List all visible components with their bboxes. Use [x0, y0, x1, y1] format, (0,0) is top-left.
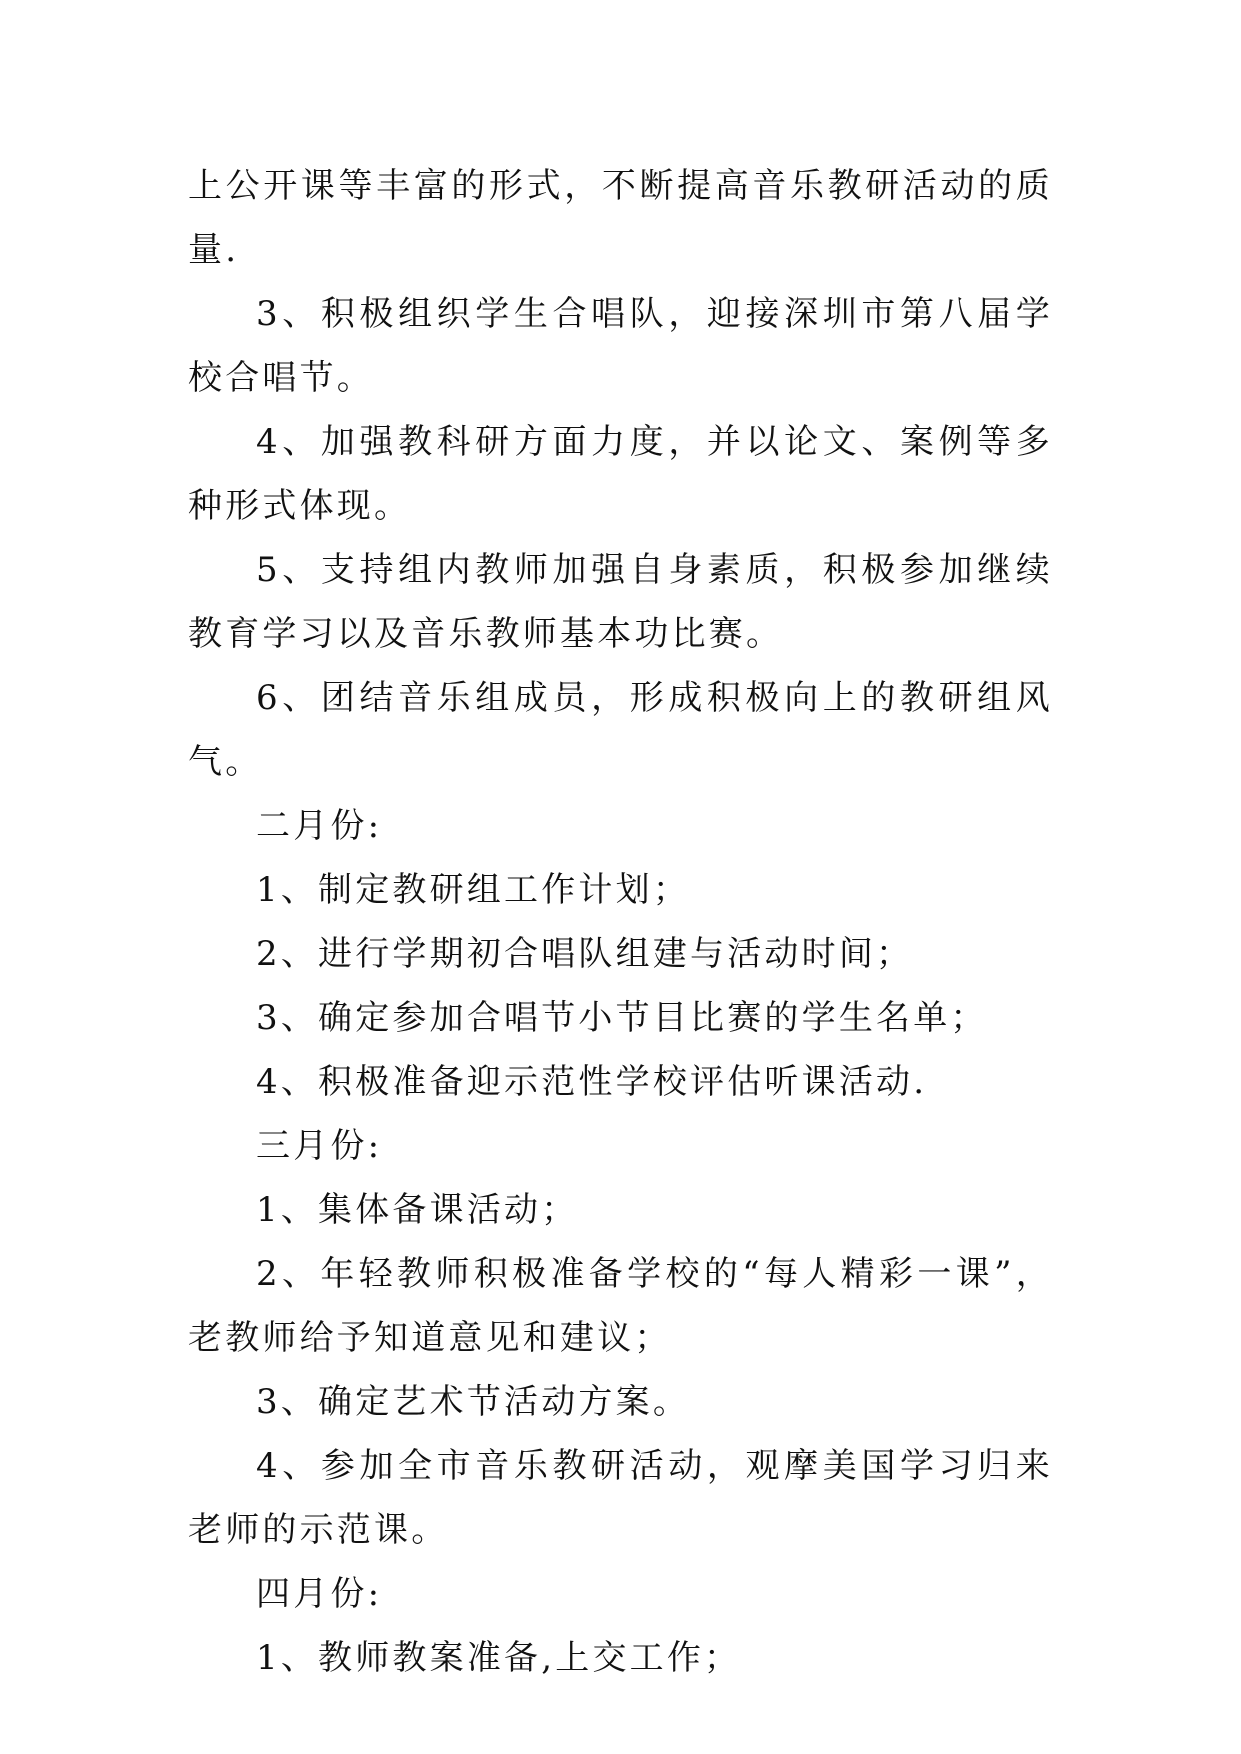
- goal-item-5: 5、支持组内教师加强自身素质，积极参加继续教育学习以及音乐教师基本功比赛。: [188, 550, 1053, 654]
- march-item-3: 3、确定艺术节活动方案。: [256, 1382, 691, 1422]
- march-item-4: 4、参加全市音乐教研活动，观摩美国学习归来老师的示范课。: [188, 1446, 1053, 1550]
- march-item-1: 1、集体备课活动；: [256, 1190, 579, 1230]
- month-heading-march: 三月份:: [256, 1126, 383, 1166]
- month-heading-february: 二月份:: [256, 806, 383, 846]
- february-item-3: 3、确定参加合唱节小节目比赛的学生名单；: [256, 998, 988, 1038]
- february-item-1: 1、制定教研组工作计划；: [256, 870, 691, 910]
- february-item-4: 4、积极准备迎示范性学校评估听课活动.: [256, 1062, 928, 1102]
- month-heading-april: 四月份:: [256, 1574, 383, 1614]
- continuation-paragraph: 上公开课等丰富的形式，不断提高音乐教研活动的质量.: [188, 166, 1053, 270]
- goal-item-4: 4、加强教科研方面力度，并以论文、案例等多种形式体现。: [188, 422, 1053, 526]
- march-item-2: 2、年轻教师积极准备学校的“每人精彩一课”，老教师给予知道意见和建议；: [188, 1254, 1053, 1358]
- april-item-1: 1、教师教案准备,上交工作；: [256, 1638, 742, 1678]
- goal-item-6: 6、团结音乐组成员，形成积极向上的教研组风气。: [188, 678, 1053, 782]
- goal-item-3: 3、积极组织学生合唱队，迎接深圳市第八届学校合唱节。: [188, 294, 1053, 398]
- february-item-2: 2、进行学期初合唱队组建与活动时间；: [256, 934, 914, 974]
